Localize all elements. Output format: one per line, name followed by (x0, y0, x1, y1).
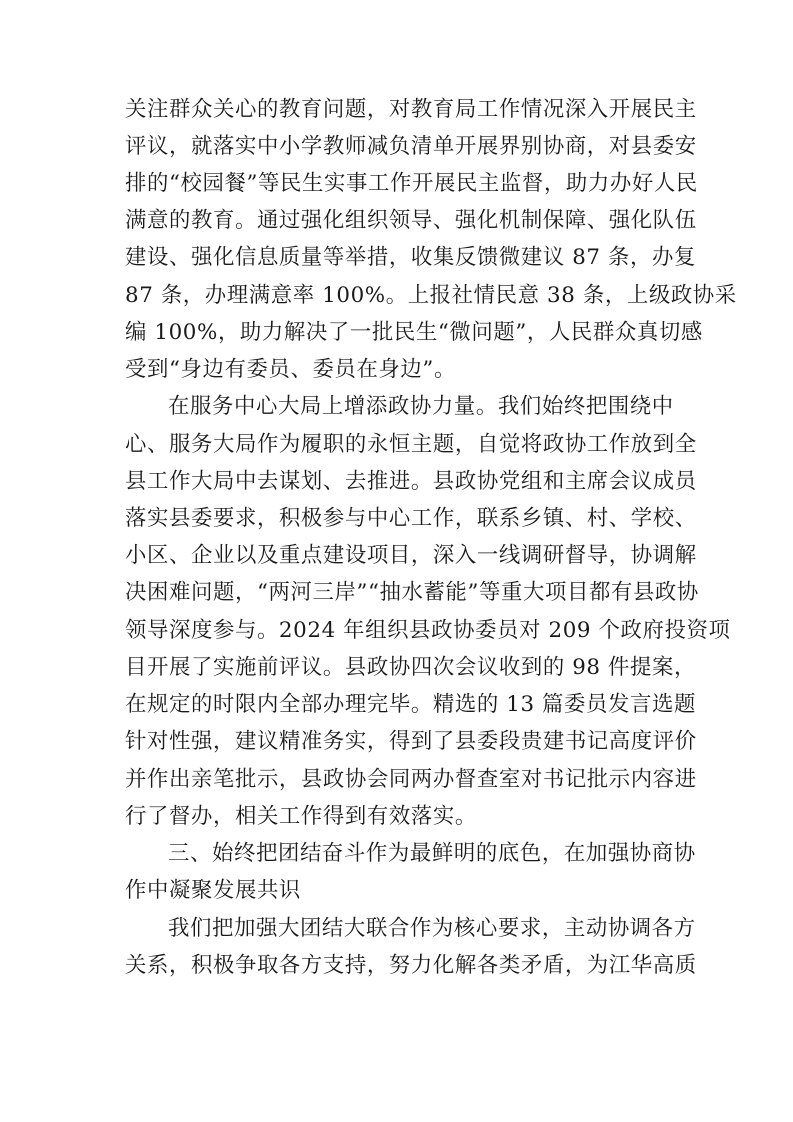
paragraph-line: 排的“校园餐”等民生实事工作开展民主监督，助力办好人民 (125, 171, 698, 196)
section-heading: 三、始终把团结奋斗作为最鲜明的底色，在加强协商协 (168, 841, 696, 866)
paragraph-line: 编 100%，助力解决了一批民生“微问题”，人民群众真切感 (125, 320, 703, 345)
paragraph-line: 建设、强化信息质量等举措，收集反馈微建议 87 条，办复 (125, 245, 696, 270)
paragraph-line: 关注群众关心的教育问题，对教育局工作情况深入开展民主 (125, 97, 697, 122)
paragraph-line: 针对性强，建议精准务实，得到了县委段贵建书记高度评价 (125, 729, 697, 754)
paragraph-line: 行了督办，相关工作得到有效落实。 (125, 804, 477, 829)
section-heading-continuation: 作中凝聚发展共识 (125, 878, 301, 903)
paragraph-line: 在规定的时限内全部办理完毕。精选的 13 篇委员发言选题 (125, 692, 696, 717)
paragraph-line: 领导深度参与。2024 年组织县政协委员对 209 个政府投资项 (125, 618, 731, 643)
paragraph-line: 关系，积极争取各方支持，努力化解各类矛盾，为江华高质 (125, 953, 697, 978)
paragraph-line: 受到“身边有委员、委员在身边”。 (125, 357, 456, 382)
paragraph-line: 评议，就落实中小学教师减负清单开展界别协商，对县委安 (125, 134, 697, 159)
paragraph-line: 县工作大局中去谋划、去推进。县政协党组和主席会议成员 (125, 469, 697, 494)
paragraph-line: 87 条，办理满意率 100%。上报社情民意 38 条，上级政协采 (125, 283, 737, 308)
paragraph-line: 并作出亲笔批示，县政协会同两办督查室对书记批示内容进 (125, 767, 697, 792)
paragraph-first-line: 在服务中心大局上增添政协力量。我们始终把围绕中 (168, 394, 674, 419)
paragraph-line: 心、服务大局作为履职的永恒主题，自觉将政协工作放到全 (125, 432, 697, 457)
paragraph-first-line: 我们把加强大团结大联合作为核心要求，主动协调各方 (168, 916, 696, 941)
paragraph-line: 小区、企业以及重点建设项目，深入一线调研督导，协调解 (125, 543, 697, 568)
paragraph-line: 决困难问题，“两河三岸”“抽水蓄能”等重大项目都有县政协 (125, 580, 699, 605)
paragraph-line: 满意的教育。通过强化组织领导、强化机制保障、强化队伍 (125, 208, 697, 233)
paragraph-line: 落实县委要求，积极参与中心工作，联系乡镇、村、学校、 (125, 506, 697, 531)
paragraph-line: 目开展了实施前评议。县政协四次会议收到的 98 件提案， (125, 655, 696, 680)
